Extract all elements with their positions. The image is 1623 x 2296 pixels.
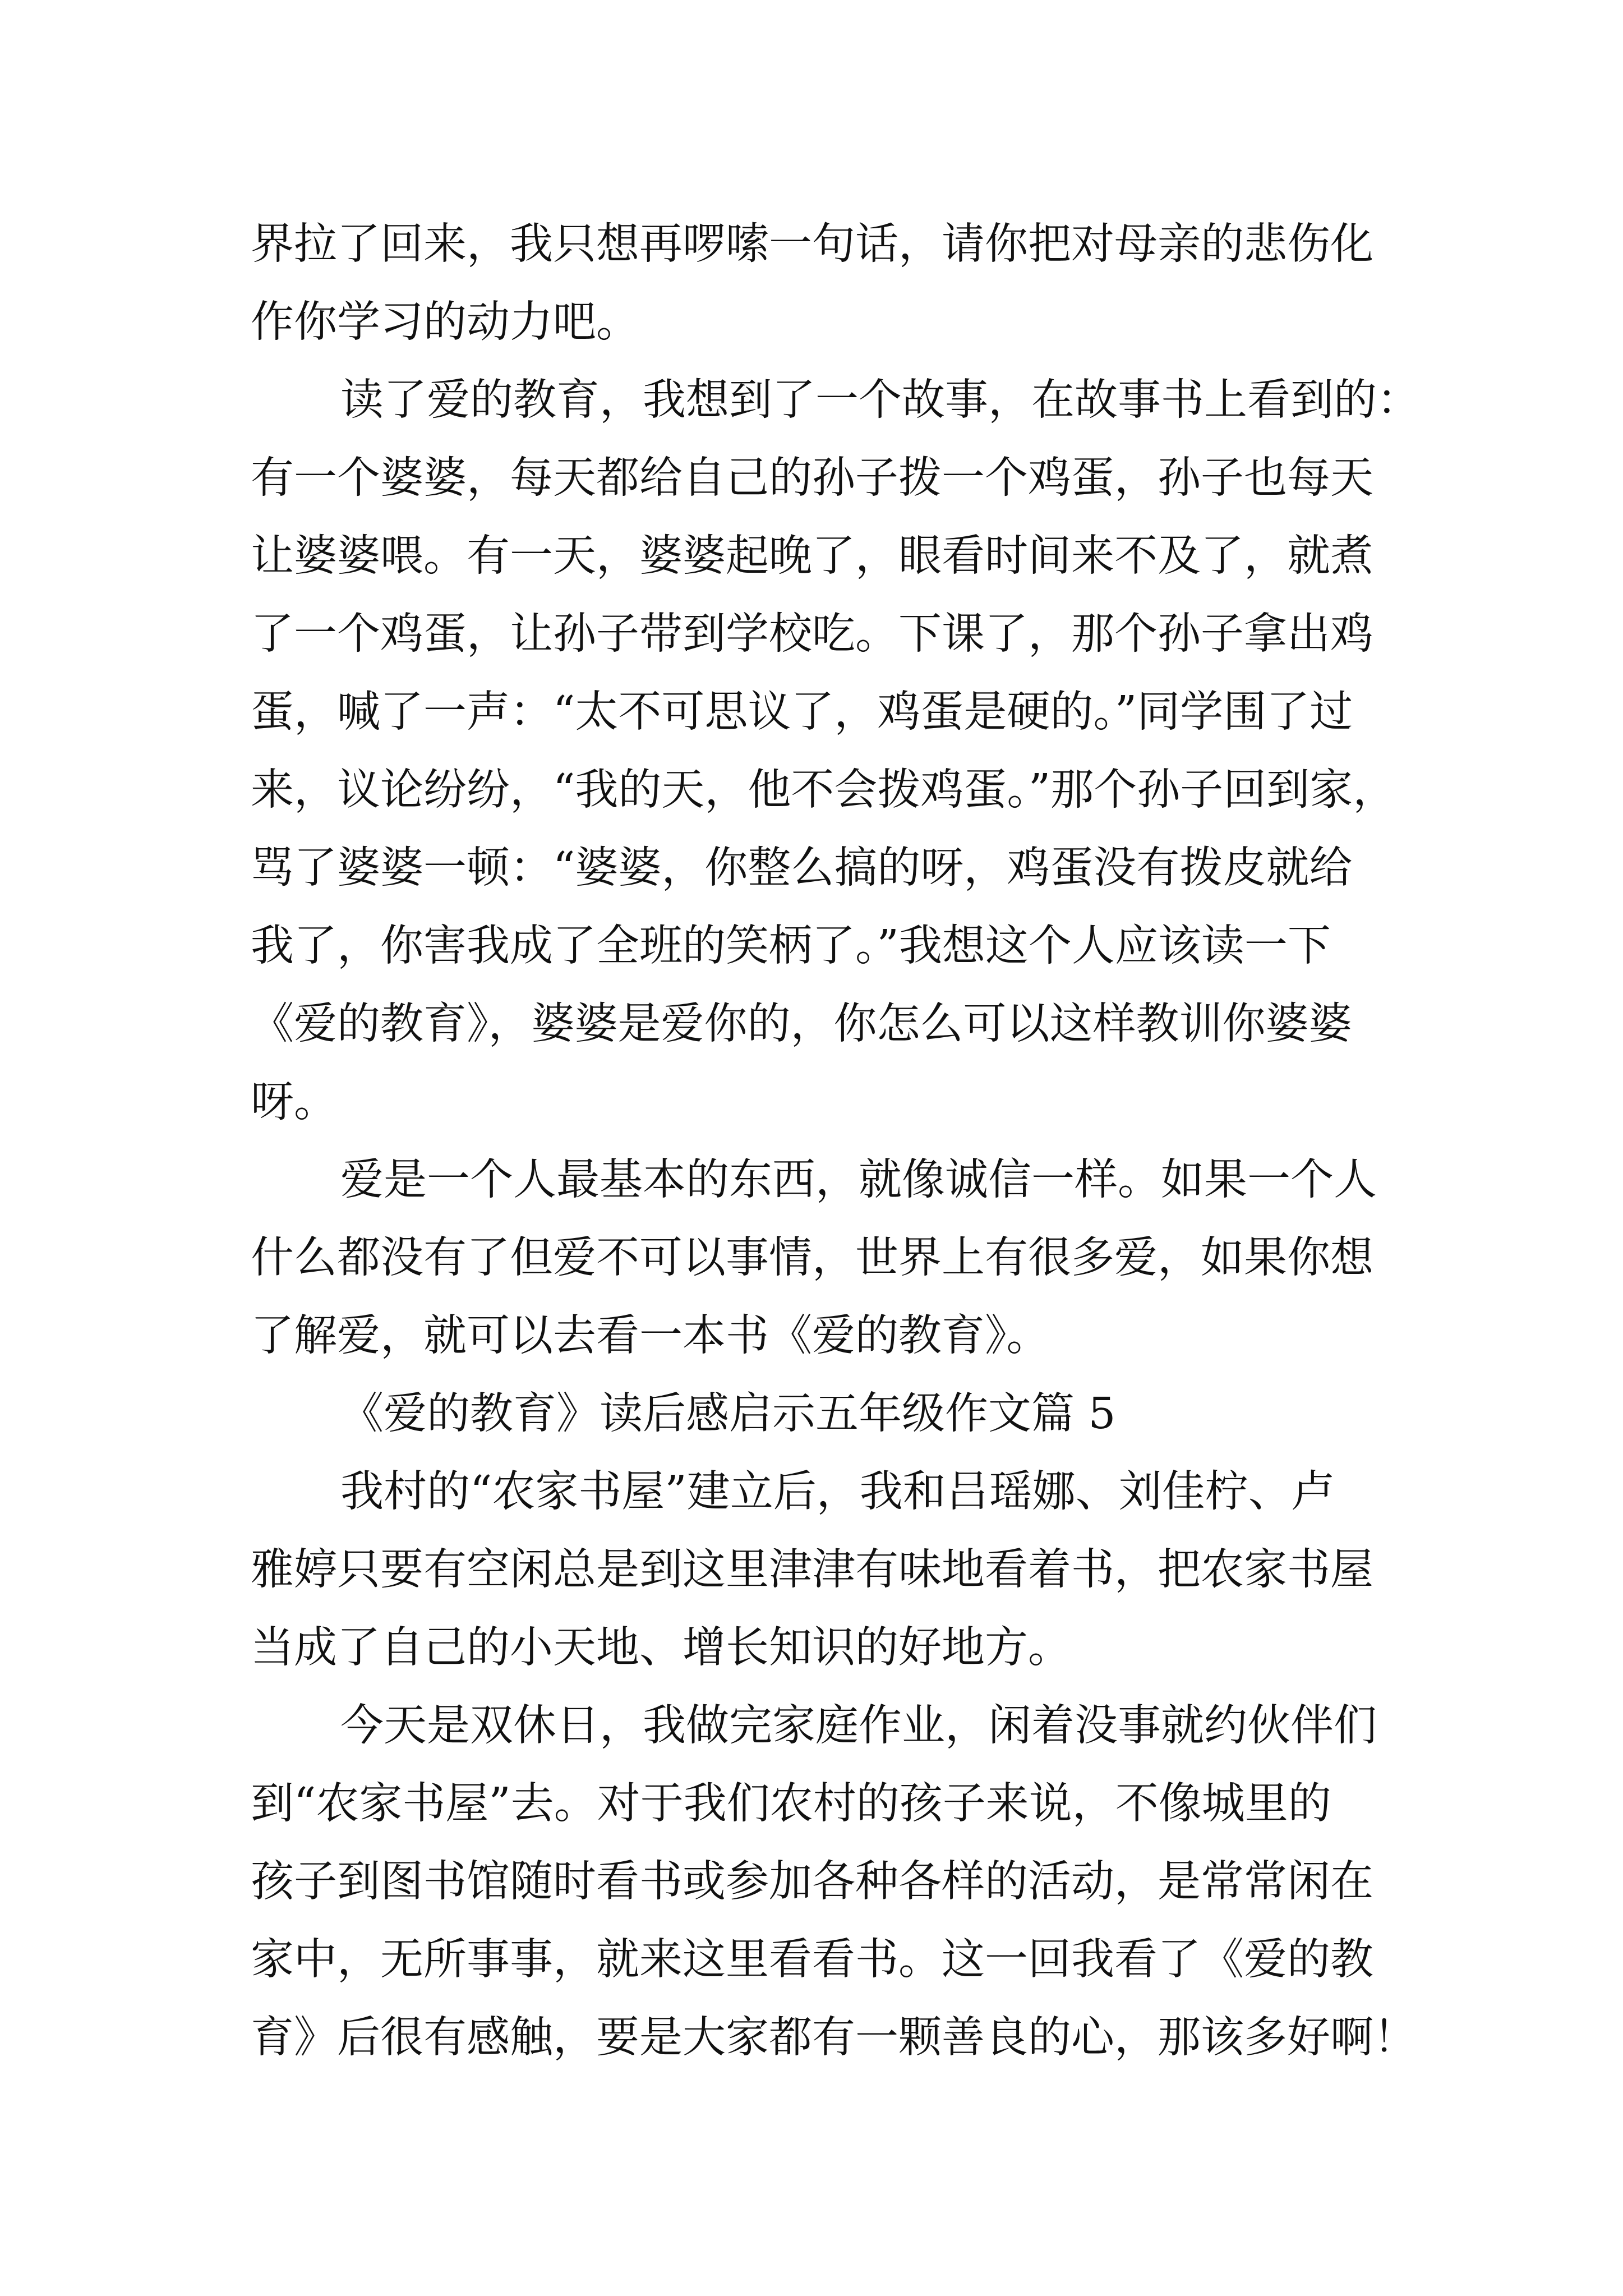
text-line: 了一个鸡蛋，让孙子带到学校吃。下课了，那个孙子拿出鸡 (251, 609, 1373, 659)
text-line: 我了，你害我成了全班的笑柄了。”我想这个人应该读一下 (251, 921, 1331, 971)
section-heading: 《爱的教育》读后感启示五年级作文篇 5 (340, 1389, 1116, 1439)
paragraph-start-line: 读了爱的教育，我想到了一个故事，在故事书上看到的： (340, 375, 1420, 425)
text-line: 界拉了回来，我只想再啰嗦一句话，请你把对母亲的悲伤化 (251, 219, 1373, 269)
text-line: 了解爱，就可以去看一本书《爱的教育》。 (251, 1311, 1050, 1361)
text-line: 什么都没有了但爱不可以事情，世界上有很多爱，如果你想 (251, 1233, 1373, 1283)
text-line: 当成了自己的小天地、增长知识的好地方。 (251, 1623, 1071, 1673)
text-line: 《爱的教育》，婆婆是爱你的，你怎么可以这样教训你婆婆 (251, 999, 1352, 1049)
text-line: 到“农家书屋”去。对于我们农村的孩子来说，不像城里的 (251, 1779, 1331, 1829)
text-line: 孩子到图书馆随时看书或参加各种各样的活动，是常常闲在 (251, 1857, 1373, 1907)
document-body (251, 205, 1420, 2077)
text-line: 家中，无所事事，就来这里看看书。这一回我看了《爱的教 (251, 1935, 1373, 1985)
text-line: 蛋，喊了一声：“太不可思议了，鸡蛋是硬的。”同学围了过 (251, 687, 1353, 737)
paragraph-start-line: 今天是双休日，我做完家庭作业，闲着没事就约伙伴们 (340, 1701, 1377, 1751)
text-line: 育》后很有感触，要是大家都有一颗善良的心，那该多好啊！ (251, 2013, 1417, 2063)
text-line: 骂了婆婆一顿：“婆婆，你整么搞的呀，鸡蛋没有拨皮就给 (251, 843, 1353, 893)
text-line: 作你学习的动力吧。 (251, 297, 639, 347)
text-line: 呀。 (251, 1077, 337, 1127)
paragraph-start-line: 爱是一个人最基本的东西，就像诚信一样。如果一个人 (340, 1155, 1377, 1205)
paragraph-start-line: 我村的“农家书屋”建立后，我和吕瑶娜、刘佳柠、卢 (340, 1467, 1335, 1517)
text-line: 来，议论纷纷，“我的天，他不会拨鸡蛋。”那个孙子回到家， (251, 765, 1396, 815)
text-line: 有一个婆婆，每天都给自己的孙子拨一个鸡蛋，孙子也每天 (251, 453, 1373, 503)
text-line: 雅婷只要有空闲总是到这里津津有味地看着书，把农家书屋 (251, 1545, 1373, 1595)
text-line: 让婆婆喂。有一天，婆婆起晚了，眼看时间来不及了，就煮 (251, 531, 1373, 581)
